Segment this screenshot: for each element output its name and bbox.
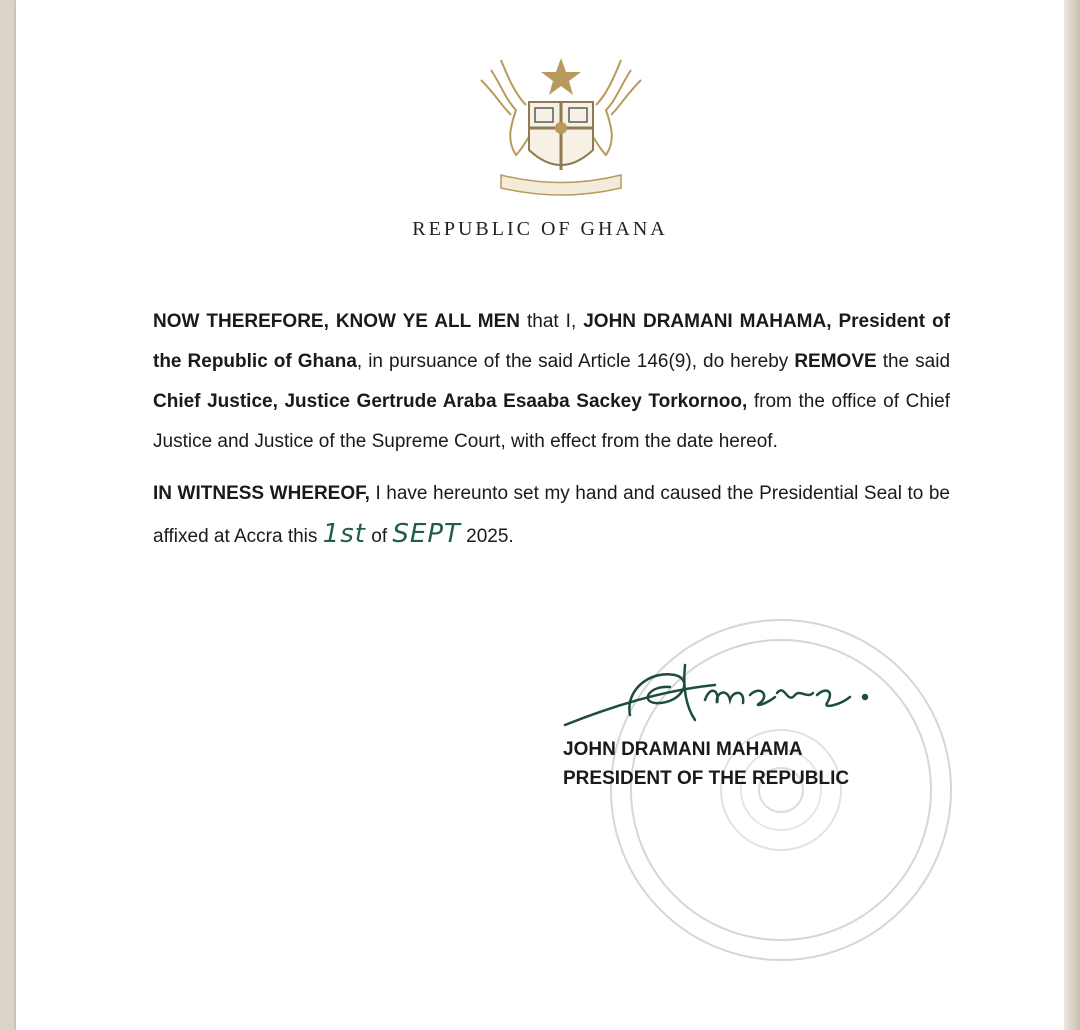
opening-phrase: NOW THEREFORE, KNOW YE ALL MEN [153, 311, 521, 332]
coat-of-arms-emblem [471, 50, 651, 200]
text-span: that I, [520, 311, 584, 332]
text-span: from the office of Chief Justice and Justice of the Supreme Court, with effect from the date hereof. [153, 391, 950, 452]
signatory-name: JOHN DRAMANI MAHAMA [563, 739, 803, 760]
handwritten-month: SEPT [392, 519, 461, 549]
witness-phrase: IN WITNESS WHEREOF, [153, 483, 370, 504]
witness-paragraph [153, 474, 950, 557]
document-heading: REPUBLIC OF GHANA [412, 218, 668, 240]
handwritten-signature [555, 645, 895, 740]
removal-paragraph [153, 302, 950, 462]
signature-block [563, 735, 849, 793]
handwritten-day: 1st [322, 519, 366, 549]
text-span: 2025. [460, 526, 514, 547]
background-edge [1064, 0, 1080, 1030]
text-span: of [365, 526, 393, 547]
proclamation-body [153, 302, 950, 557]
signatory-title: PRESIDENT OF THE REPUBLIC [563, 768, 850, 789]
chief-justice-name: Chief Justice, Justice Gertrude Araba Esaaba Sackey Torkornoo, [153, 391, 748, 412]
document-page [16, 0, 1064, 1030]
text-span: the said [876, 351, 951, 372]
president-name: JOHN DRAMANI MAHAMA, [583, 311, 832, 332]
remove-keyword: REMOVE [794, 351, 877, 372]
text-span: I have hereunto set my hand and caused the Presidential Seal to be affixed at Accra this [153, 483, 950, 547]
president-title: President of the Republic of Ghana [153, 311, 950, 372]
text-span: , in pursuance of the said Article 146(9), do hereby [356, 351, 795, 372]
